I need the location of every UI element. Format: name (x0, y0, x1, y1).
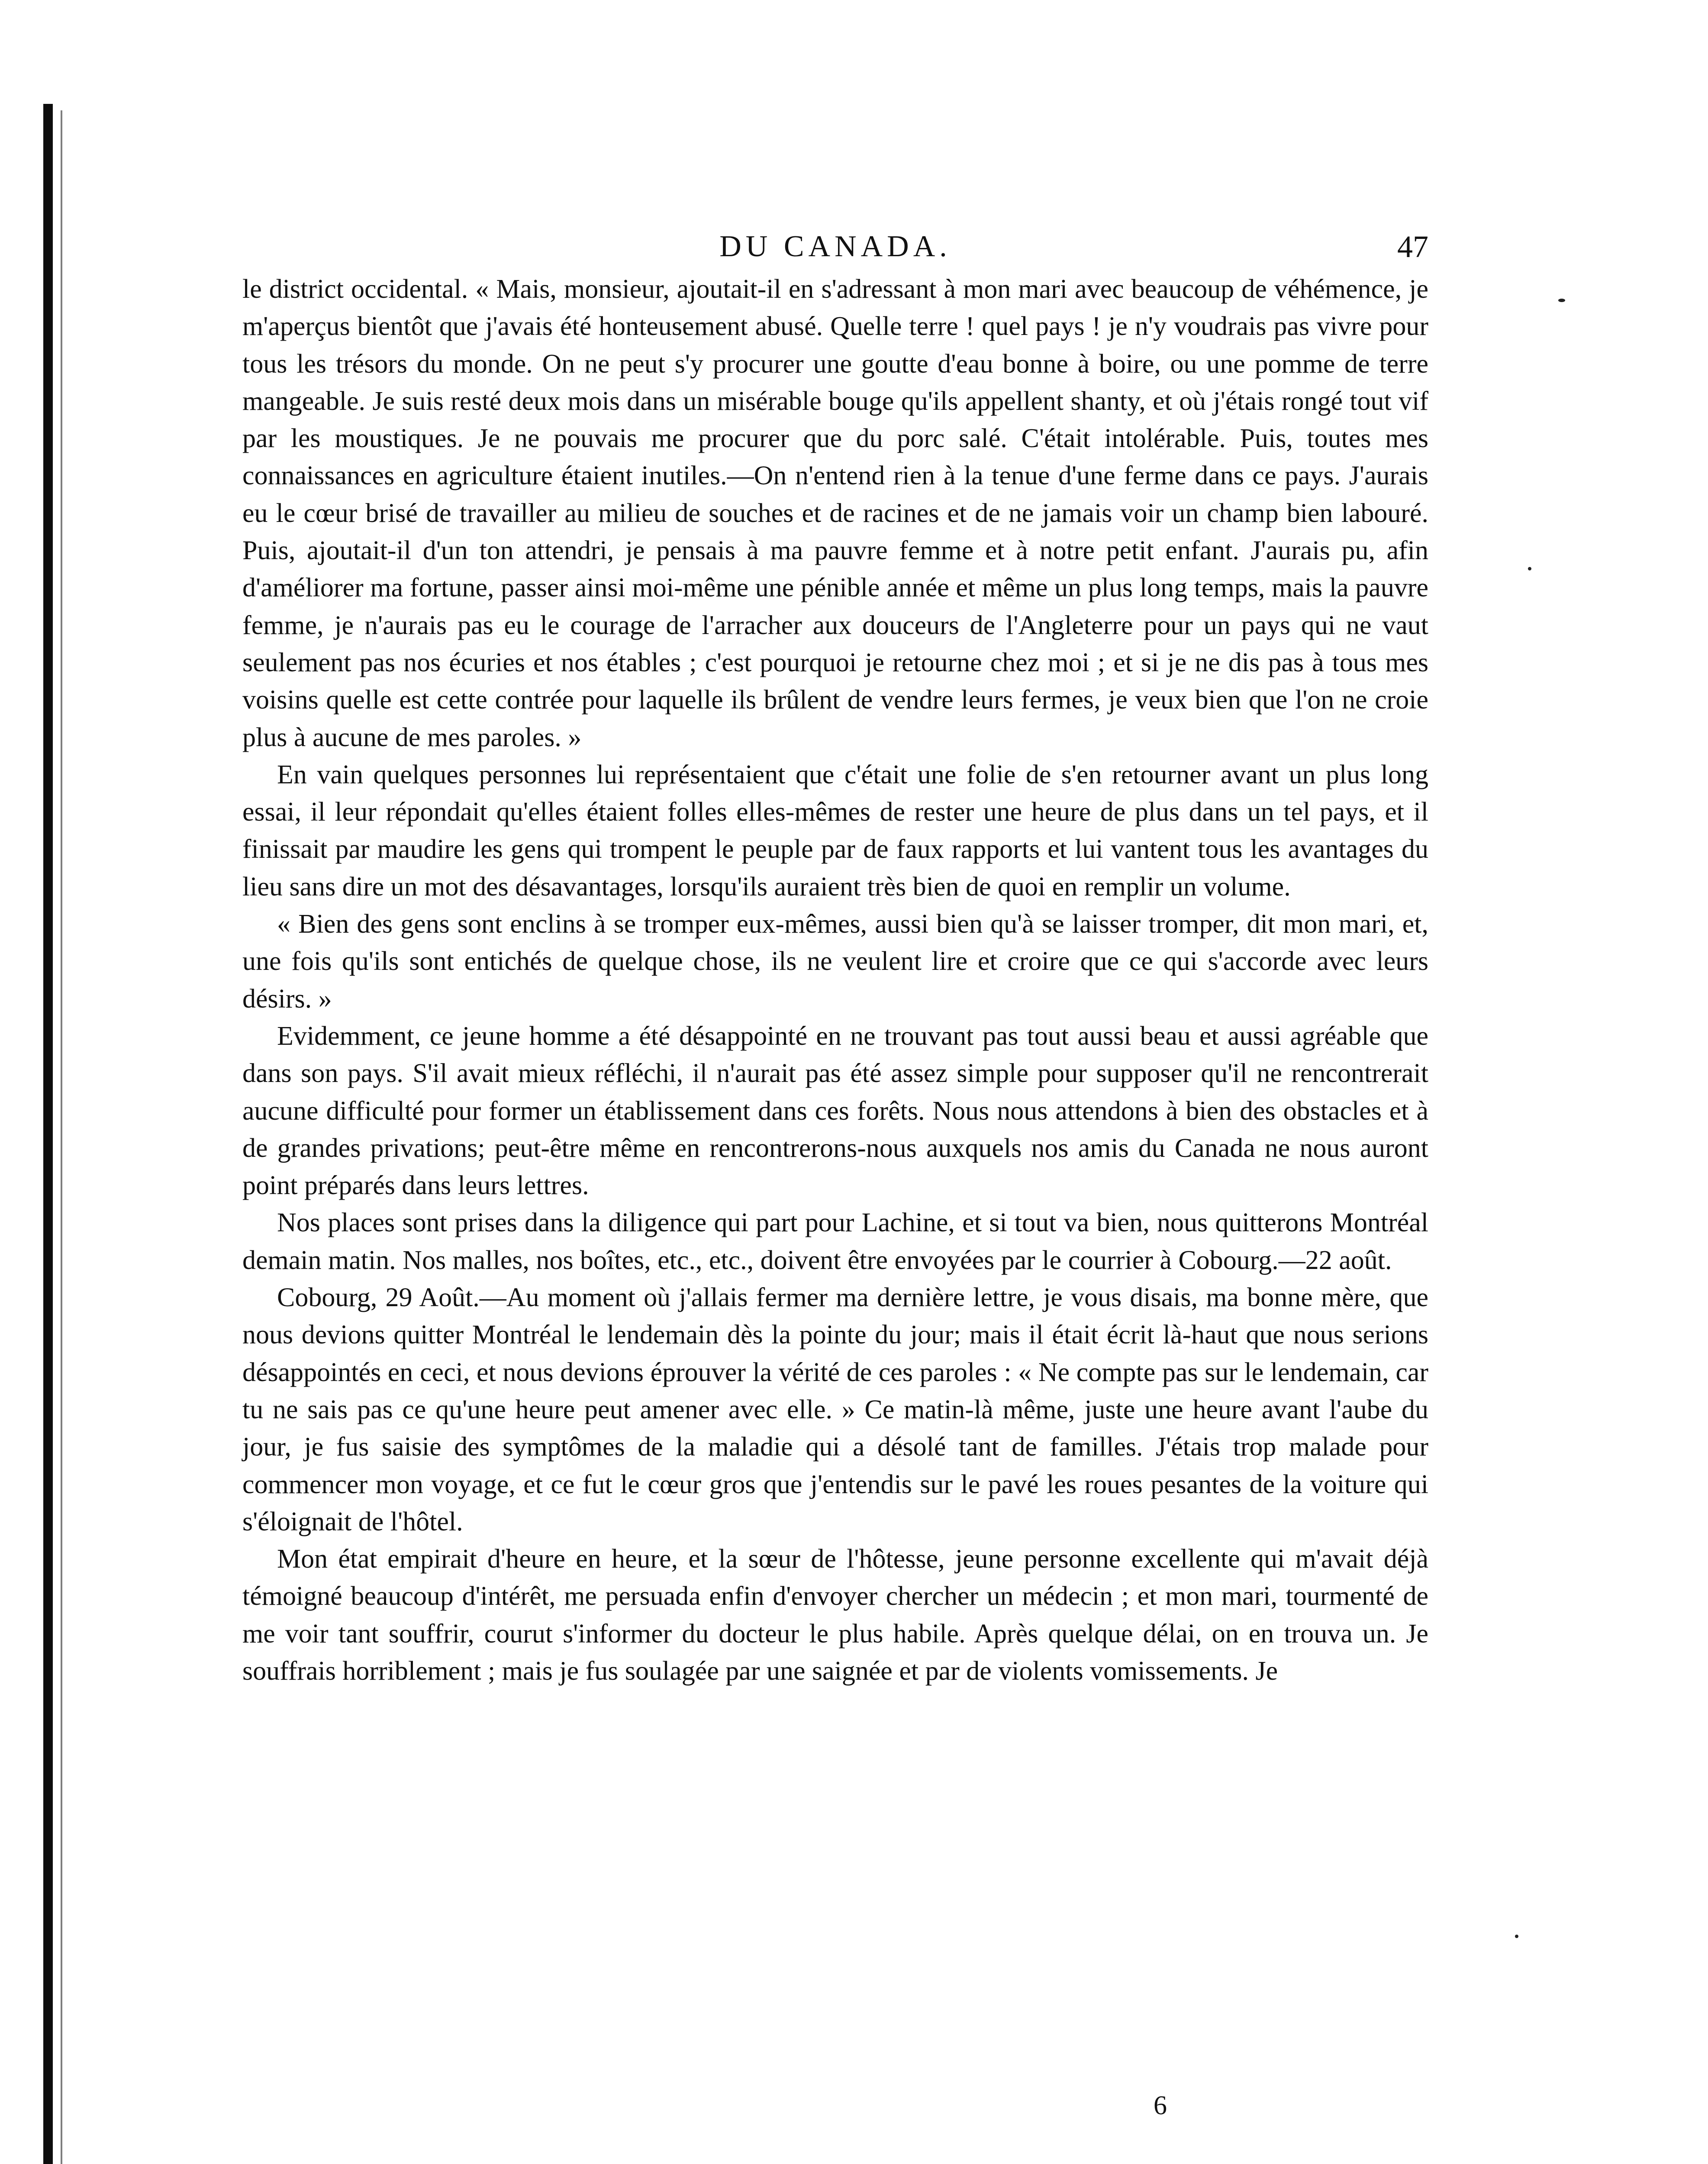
body-text (242, 270, 1428, 1690)
running-head: DU CANADA. (719, 230, 951, 263)
page-header (242, 225, 1428, 268)
binding-edge (61, 110, 62, 2164)
signature-mark: 6 (1154, 2091, 1167, 2120)
scan-speck (1558, 299, 1565, 302)
scan-speck (1528, 567, 1531, 570)
binding-shadow (43, 104, 53, 2164)
paragraph: le district occidental. « Mais, monsieur, ajoutait-il en s'adressant à mon mari avec beaucoup de véhémence, je m'aperçus bientôt que j'avais été honteusement abusé. Quelle terre ! quel pays ! je n'y voudrais pas vivre pour tous les trésors du monde. On ne peut s'y procurer une goutte d'eau bonne à boire, ou une pomme de terre mangeable. Je suis resté deux mois dans un misérable bouge qu'ils appellent shanty, et où j'étais rongé tout vif par les moustiques. Je ne pouvais me procurer que du porc salé. C'était intolérable. Puis, toutes mes connaissances en agriculture étaient inutiles.—On n'entend rien à la tenue d'une ferme dans ce pays. J'aurais eu le cœur brisé de travailler au milieu de souches et de racines et de ne jamais voir un champ bien labouré. Puis, ajoutait-il d'un ton attendri, je pensais à ma pauvre femme et à notre petit enfant. J'aurais pu, afin d'améliorer ma fortune, passer ainsi moi-même une pénible année et même un plus long temps, mais la pauvre femme, je n'aurais pas eu le courage de l'arracher aux douceurs de l'Angleterre pour un pays qui ne vaut seulement pas nos écuries et nos étables ; c'est pourquoi je retourne chez moi ; et si je ne dis pas à tous mes voisins quelle est cette contrée pour laquelle ils brûlent de vendre leurs fermes, je veux bien que l'on ne croie plus à aucune de mes paroles. » (242, 274, 1428, 752)
paragraph: « Bien des gens sont enclins à se tromper eux-mêmes, aussi bien qu'à se laisser tromper, dit mon mari, et, une fois qu'ils sont entichés de quelque chose, ils ne veulent lire et croire que ce qui s'accorde avec leurs désirs. » (242, 909, 1428, 1014)
paragraph: En vain quelques personnes lui représentaient que c'était une folie de s'en retourner avant un plus long essai, il leur répondait qu'elles étaient folles elles-mêmes de rester une heure de plus dans un tel pays, et il finissait par maudire les gens qui trompent le peuple par de faux rapports et lui vantent tous les avantages du lieu sans dire un mot des désavantages, lorsqu'ils auraient très bien de quoi en remplir un volume. (242, 760, 1428, 902)
paragraph: Mon état empirait d'heure en heure, et la sœur de l'hôtesse, jeune personne excellente qui m'avait déjà témoigné beaucoup d'intérêt, me persuada enfin d'envoyer chercher un médecin ; et mon mari, tourmenté de me voir tant souffrir, courut s'informer du docteur le plus habile. Après quelque délai, on en trouva un. Je souffrais horriblement ; mais je fus soulagée par une saignée et par de violents vomissements. Je (242, 1544, 1428, 1686)
paragraph: Cobourg, 29 Août.—Au moment où j'allais fermer ma dernière lettre, je vous disais, ma bonne mère, que nous devions quitter Montréal le lendemain dès la pointe du jour; mais il était écrit là-haut que nous serions désappointés en ceci, et nous devions éprouver la vérité de ces paroles : « Ne compte pas sur le lendemain, car tu ne sais pas ce qu'une heure peut amener avec elle. » Ce matin-là même, juste une heure avant l'aube du jour, je fus saisie des symptômes de la maladie qui a désolé tant de familles. J'étais trop malade pour commencer mon voyage, et ce fut le cœur gros que j'entendis sur le pavé les roues pesantes de la voiture qui s'éloignait de l'hôtel. (242, 1283, 1428, 1536)
paragraph: Evidemment, ce jeune homme a été désappointé en ne trouvant pas tout aussi beau et aussi agréable que dans son pays. S'il avait mieux réfléchi, il n'aurait pas été assez simple pour supposer qu'il ne rencontrerait aucune difficulté pour former un établissement dans ces forêts. Nous nous attendons à bien des obstacles et à de grandes privations; peut-être même en rencontrerons-nous auxquels nos amis du Canada ne nous auront point préparés dans leurs lettres. (242, 1021, 1428, 1201)
page-number: 47 (1397, 229, 1428, 264)
scan-speck (1515, 1935, 1518, 1938)
paragraph: Nos places sont prises dans la diligence qui part pour Lachine, et si tout va bien, nous quitterons Montréal demain matin. Nos malles, nos boîtes, etc., etc., doivent être envoyées par le courrier à Cobourg.—22 août. (242, 1208, 1428, 1275)
